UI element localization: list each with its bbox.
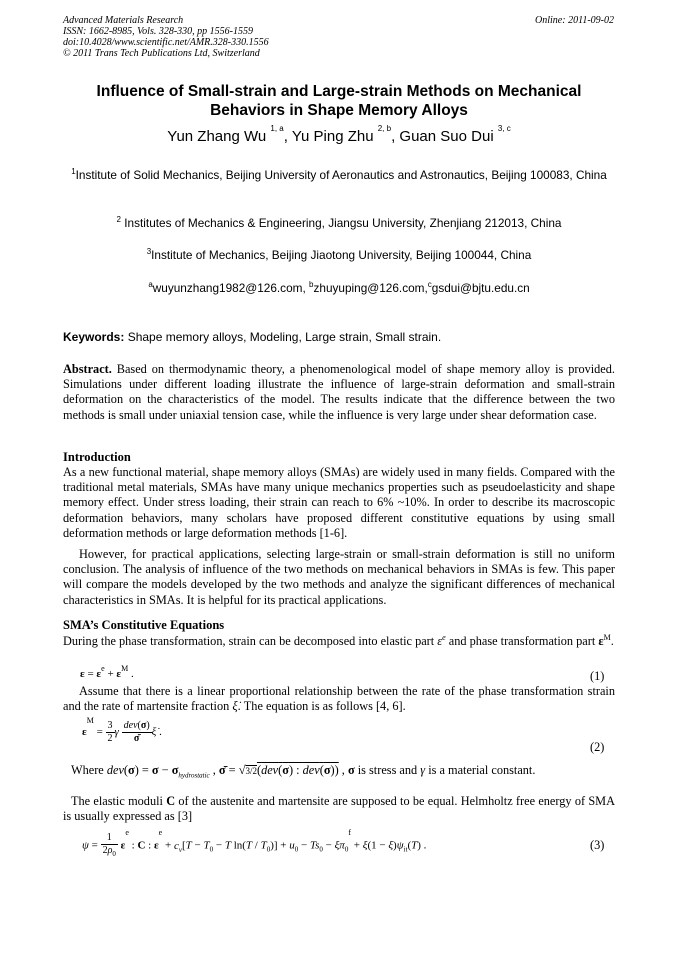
affiliation-2: $^2$ Institutes of Mechanics & Engineering, Jiangsu University, Zhenjiang 212013, China <box>116 215 562 230</box>
publication-meta <box>63 15 269 59</box>
constitutive-paragraph-4: The elastic moduli C of the austenite and martensite are supposed to be equal. Helmholtz free energy of SMA is usually expressed as [3] <box>63 794 615 824</box>
email-address: zhuyuping@126.com, <box>313 281 428 295</box>
equation-2: $\varepsilon^M$ = $\frac{3}{2}$ γ $\frac{\text{dev(σ)}}{\sigmā}$ ξ̇ . <box>82 716 162 744</box>
intro-paragraph-2: However, for practical applications, selecting large-strain or small-strain deformation is still no uniform conclusion. The analysis of influence of the two methods on mechanical behaviors in SMAs is few. This paper will compare the models developed by the two methods and analyze the significant differences of mechanical characteristics in SMAs. It is helpful for its practical applications. <box>63 547 615 607</box>
email-address: wuyunzhang1982@126.com, <box>152 281 310 295</box>
copyright-line: © 2011 Trans Tech Publications Ltd, Switzerland <box>63 48 260 59</box>
equation-3: ψ = $\frac{1}{2\rho_0}$ $\varepsilon^e$ : C : $\varepsilon^e + c_v[T - T_0 - T$ $\ln(T / T_0)] + u_0 - Ts_0 - \xi\pi_0^f + \xi(1 - \xi)\psi_{it}(T)$ . <box>82 828 427 858</box>
keywords <box>63 330 441 344</box>
author-name: Yun Zhang Wu <box>167 128 267 145</box>
author-sup: 1, a <box>270 124 284 133</box>
journal-name: Advanced Materials Research <box>63 15 184 26</box>
abstract-text: Based on thermodynamic theory, a phenomenological model of shape memory alloy is provided. Simulations under different loading illustrate the influence of large-strain deformation and small-strain deformation on the characteristics of the model. The results indicate that the difference between the two methods is small under uniaxial tension case, while the influence is very large under shear deformation case. <box>63 362 615 422</box>
online-date: Online: 2011-09-02 <box>535 15 614 26</box>
affiliation-3: $^3$Institute of Mechanics, Beijing Jiaotong University, Beijing 100044, China <box>146 247 532 262</box>
author-sup: 2, b <box>377 124 392 133</box>
author-name: Yu Ping Zhu <box>291 128 374 145</box>
issn-line: ISSN: 1662-8985, Vols. 328-330, pp 1556-1559 <box>63 26 253 37</box>
constitutive-paragraph-2: Assume that there is a linear proportional relationship between the rate of the phase transformation strain and the rate of martensite fraction ξ̇. The equation is as follows [4, 6]. <box>63 684 615 714</box>
section-heading-introduction: Introduction <box>63 450 131 464</box>
author-name: Guan Suo Dui <box>399 128 494 145</box>
abstract-label: Abstract. <box>63 362 112 376</box>
constitutive-paragraph-1: During the phase transformation, strain can be decomposed into elastic part $\varepsilon^e$ and phase transformation part $\varepsilon^M$. <box>63 633 614 648</box>
paper-title: Influence of Small-strain and Large-strain Methods on Mechanical Behaviors in Shape Memory Alloys <box>96 83 582 119</box>
section-heading-constitutive: SMA’s Constitutive Equations <box>63 618 225 632</box>
author-list: Yun Zhang Wu $^{1, a}$, Yu Ping Zhu $^{2, b}$, Guan Suo Dui $^{3, c}$ <box>167 124 511 145</box>
doi-line: doi:10.4028/www.scientific.net/AMR.328-330.1556 <box>63 37 269 48</box>
constitutive-paragraph-3: Where $dev(\sigma) = \sigma - \sigma_{hydrostatic}$ , σ̄ = √3/2(dev(σ) : dev(σ)) , σ is stress and γ is a material constant. <box>71 763 536 780</box>
intro-paragraph-1: As a new functional material, shape memory alloys (SMAs) are widely used in many fields. Compared with the traditional metal materials, SMAs have many unique mechanics properties such as pseudoelasticity and shape memory effect. Under stress loading, their strain can reach to 6% ~10%. In order to describe its macroscopic deformation behaviors, many scholars have proposed different constitutive equations by using small deformation methods or large deformation methods [1-6]. <box>63 465 615 540</box>
affiliation-1: $^1$Institute of Solid Mechanics, Beijing University of Aeronautics and Astronautics, Beijing 100083, China <box>71 167 607 182</box>
abstract <box>63 362 615 423</box>
keywords-label: Keywords: <box>63 330 125 344</box>
author-sup: 3, c <box>497 124 511 133</box>
equation-3-number: (3) <box>590 838 605 852</box>
email-address: gsdui@bjtu.edu.cn <box>431 281 530 295</box>
email-list: $^a$wuyunzhang1982@126.com, $^b$zhuyuping@126.com,$^c$gsdui@bjtu.edu.cn <box>148 280 530 295</box>
keywords-text: Shape memory alloys, Modeling, Large strain, Small strain. <box>124 330 442 344</box>
equation-1-number: (1) <box>590 669 605 683</box>
equation-1: $\varepsilon = \varepsilon^e + \varepsilon^M$ . <box>80 664 134 680</box>
equation-2-number: (2) <box>590 740 605 754</box>
